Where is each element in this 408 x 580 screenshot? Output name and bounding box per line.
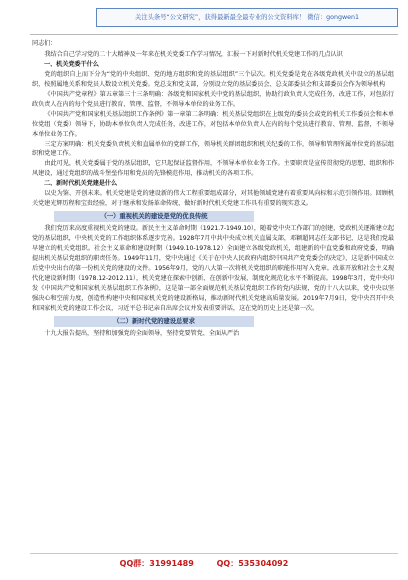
- body-paragraph: 三定方案明确：机关党委负责机关和直属单位的党群工作，领导机关群团组织和机关纪委的工作，领导和管理所属单位党的基层组织和党建工作。: [32, 140, 394, 158]
- footer-qq-group: QQ群：31991489: [119, 559, 194, 568]
- greeting: 同志们：: [32, 40, 57, 47]
- body-paragraph: 党的组织自上而下分为“党的中央组织、党的地方组织和党的基层组织”三个层次。机关党委是党在各级党政机关中设立的基层组织，按照属地关系和党员人数设立机关党委。党总支和党支部，分别设立党的基层委员会、总支部委员会和支部委员会作为领导机构: [32, 70, 394, 88]
- body-paragraph: 《中国共产党和国家机关基层组织工作条例》第一章第二条明确：机关基层党组织在上级党的委员会或党的机关工作委员会和本单位党组（党委）领导下，协助本单位负责人完成任务，改进工作，对包括本单位负责人在内的每个党员进行教育、管理、监督，不领导本单位业务工作。: [32, 110, 394, 138]
- body-paragraph: 以史为鉴、开创未来。机关党建是党的建设新的伟大工程重要组成部分，对其他领域党建有着重要风向标和示范引领作用。回顾机关党建光辉历程和宝贵经验，对于继承和发扬革命传统，做好新时代机关党建工作具有重要的现实意义。: [32, 190, 394, 208]
- body-paragraph: 十九大报告提出，坚持和加强党的全面领导，坚持党要管党、全面从严治: [44, 329, 240, 337]
- footer-contact: [0, 556, 408, 572]
- footer-rule: [30, 553, 398, 554]
- subsection-heading: （二）新时代党的建设总要求: [54, 316, 254, 327]
- top-banner: 关注头条号“公文研究”，获得最新最全最专业的公文资料库！ 微信：gongwen1: [96, 8, 398, 27]
- header-rule: [30, 34, 398, 35]
- body-paragraph: 《中国共产党章程》第五章第三十三条明确：各级党和国家机关中党的基层组织，协助行政负责人完成任务，改进工作，对包括行政负责人在内的每个党员进行教育、管理、监督，不领导本单位的业务工作。: [32, 90, 394, 108]
- footer-qq: QQ：535304092: [216, 559, 289, 568]
- subsection-heading: （一）重视机关的建设是党的优良传统: [54, 211, 254, 222]
- body-paragraph: 我结合自己学习党的二十大精神及一年来在机关党委工作学习情况，汇报一下对新时代机关党建工作的几点认识: [44, 50, 343, 58]
- document-content: [32, 50, 394, 339]
- section-heading: 二、新时代机关党建是什么: [44, 180, 118, 188]
- body-paragraph: 我们党历来高度重视机关党的建设。新民主主义革命时期（1921.7-1949.10），随着党中央工作部门的创建，党政机关逐渐建立起党的基层组织，中央机关党的工作组织体系逐步完善。1928年7月中共中央成立机关直属支部，邓颖超同志任支部书记，这是我们党最早建立的机关党组织。社会主义革命和建设时期（1949.10-1978.12）全面建立各级党政机关，组建新的中直党委和政府党委，明确提出机关基层党组织的职责任务。1949年11月，党中央通过《关于在中央人民政府内组织中国共产党党委会的决定》，这是新中国成立后党中央出台的第一份机关党的建设的文件。1956年9月，党的八大第一次将机关党组织的职能作用写入党章。改革开放和社会主义现代化建设新时期（1978.12-2012.11），机关党建在探索中创新、在创新中发展，制度化规范化水平不断提高。1998年3月，党中央印发《中国共产党和国家机关基层组织工作条例》，这是第一部全面规范机关基层党组织工作的党内法规，党的十八大以来，党中央以坚强决心和空前力度，创造性构建中央和国家机关党的建设新格局，推动新时代机关党建高质量发展。2019年7月9日，党中央召开中央和国家机关党的建设工作会议，习近平总书记亲自出席会议并发表重要讲话，这在党的历史上还是第一次。: [32, 225, 394, 312]
- document-body: [32, 39, 394, 544]
- section-heading: 一、机关党委干什么: [44, 60, 99, 68]
- body-paragraph: 由此可见，机关党委属于党的基层组织，它只起保证监督作用，不领导本单位业务工作。主要职责是宣传贯彻党的思想、组织和作风建设，通过党组织的战斗堡垒作用和党员的先锋模范作用，推动机关的各项工作。: [32, 160, 394, 178]
